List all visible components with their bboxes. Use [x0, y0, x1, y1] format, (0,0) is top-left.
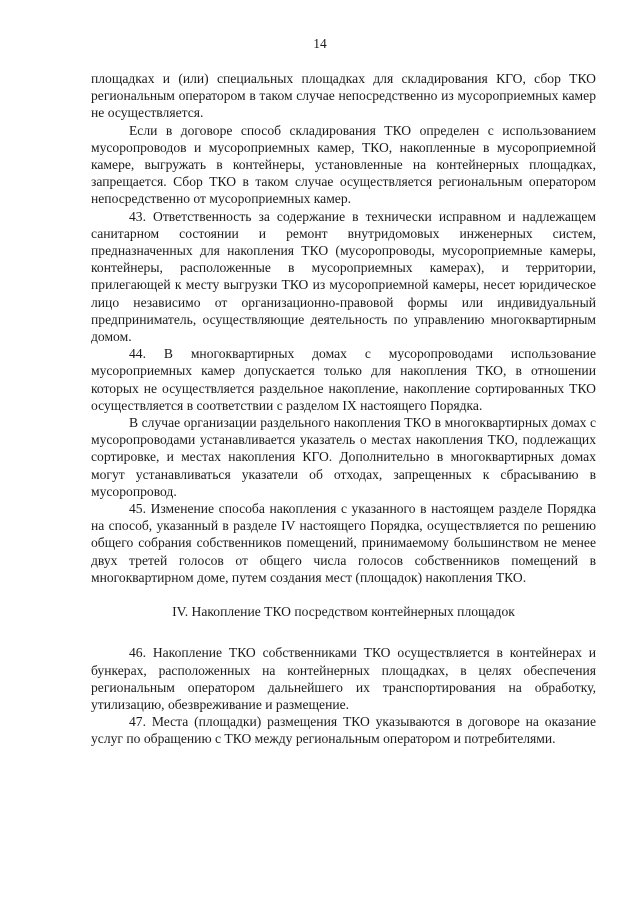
paragraph-continuation: площадках и (или) специальных площадках для складирования КГО, сбор ТКО региональным оператором в таком случае непосредственно из мусороприемных камер не осуществляется.: [91, 71, 596, 121]
paragraph-47: 47. Места (площадки) размещения ТКО указываются в договоре на оказание услуг по обращению с ТКО между региональным оператором и потребителями.: [91, 714, 596, 747]
page-number: 14: [313, 36, 327, 51]
paragraph-43: 43. Ответственность за содержание в технически исправном и надлежащем санитарном состоянии и ремонт внутридомовых инженерных систем, предназначенных для накопления ТКО (мусоропроводы, мусороприемные камеры, контейнеры, расположенные в мусороприемных камерах), и территории, прилегающей к месту выгрузки ТКО из мусороприемной камеры, несет юридическое лицо независимо от организационно-правовой формы или индивидуальный предприниматель, осуществляющие деятельность по управлению многоквартирным домом.: [91, 208, 596, 345]
paragraph-44: 44. В многоквартирных домах с мусоропроводами использование мусороприемных камер допускается только для накопления ТКО, в отношении которых не осуществляется раздельное накопление, накопление сортированных ТКО осуществляется в соответствии с разделом IX настоящего Порядка.: [91, 346, 596, 413]
paragraph-separate-collection: В случае организации раздельного накопления ТКО в многоквартирных домах с мусоропроводами устанавливается указатель о местах накопления ТКО, подлежащих сортировке, и местах накопления КГО. Дополнительно в многоквартирных домах могут устанавливаться указатели об отходах, запрещенных к сбрасыванию в мусоропровод.: [91, 415, 596, 499]
document-body: [91, 70, 596, 748]
section-heading: IV. Накопление ТКО посредством контейнерных площадок: [172, 604, 515, 620]
paragraph-46: 46. Накопление ТКО собственниками ТКО осуществляется в контейнерах и бункерах, расположенных на контейнерных площадках, в целях обеспечения региональным оператором дальнейшего их транспортирования на обработку, утилизацию, обезвреживание и размещение.: [91, 645, 596, 712]
paragraph-chute-storage: Если в договоре способ складирования ТКО определен с использованием мусоропроводов и мусороприемных камер, ТКО, накопленные в мусороприемной камере, выгружать в контейнеры, установленные на контейнерных площадках, запрещается. Сбор ТКО в таком случае осуществляется региональным оператором непосредственно от мусороприемных камер.: [91, 122, 596, 207]
paragraph-45: 45. Изменение способа накопления с указанного в настоящем разделе Порядка на способ, указанный в разделе IV настоящего Порядка, осуществляется по решению общего собрания собственников помещений, принимаемому большинством не менее двух третей голосов от общего числа голосов собственников помещений в многоквартирном доме, путем создания мест (площадок) накопления ТКО.: [91, 501, 596, 585]
